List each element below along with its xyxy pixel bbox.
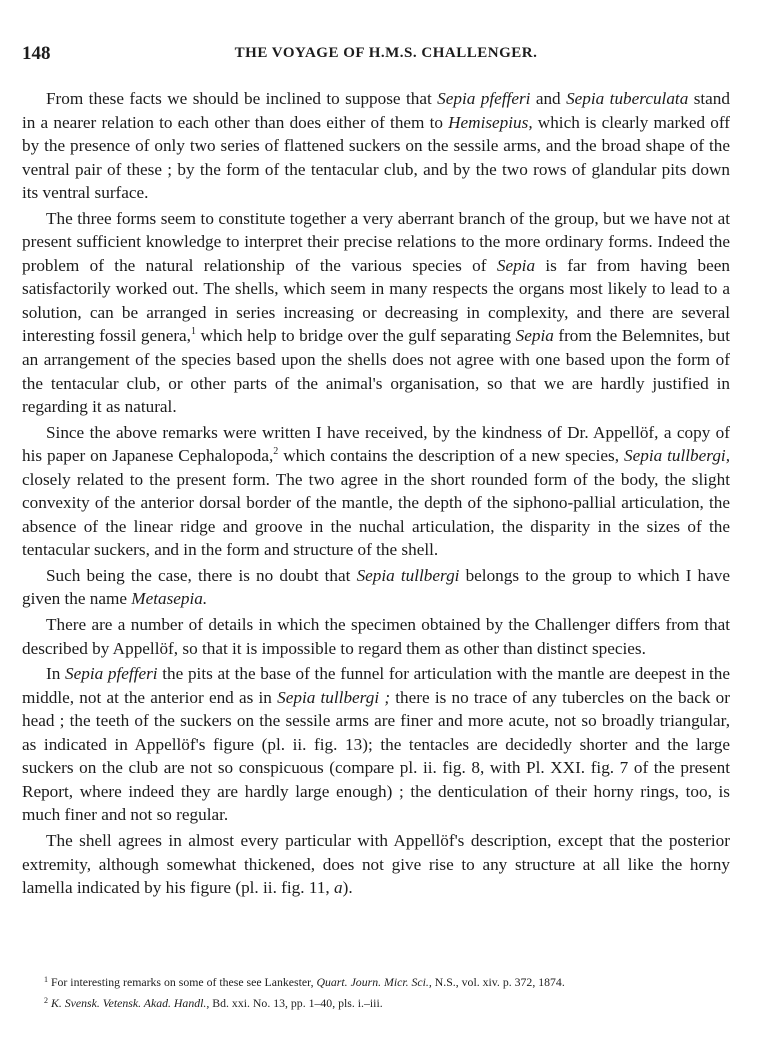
italic-text: a [334,878,343,898]
italic-text: Metasepia. [131,589,208,609]
text-run: which contains the description of a new species, [278,446,624,466]
text-run: The three forms seem to constitute together a very aberrant branch of the group, but we have not at present sufficient knowledge to interpret their precise relations to the more ordinary forms. Indeed the problem of the natural relationship of the various species of [22,208,730,275]
footnote-number: 1 [44,975,48,984]
text-run: ). [342,878,353,898]
italic-text: K. Svensk. Vetensk. Akad. Handl., [50,996,210,1010]
text-run: There are a number of details in which the specimen obtained by the Challenger differs from that described by Appellöf, so that it is impossible to regard them as other than distinct species. [22,615,730,658]
text-run: is far from having been satisfactorily worked out. The shells, which seem in many respects the organs most likely to lead to a solution, can be arranged in series increasing or decreasing in complexity, and there are several interesting fossil genera, [22,255,730,346]
footnote-ref: 2 [273,446,279,458]
paragraph [22,87,730,205]
footnote-number: 2 [44,996,48,1005]
text-run: which is clearly marked off by the presence of only two series of flattened suckers on the sessile arms, and the broad shape of the ventral pair of these ; by the form of the tentacular club, and by the two rows of glandular pits down its ventral surface. [22,112,730,203]
text-run: there is no trace of any tubercles on the back or head ; the teeth of the suckers on the sessile arms are finer and more acute, not so broadly triangular, as indicated in Appellöf's figure (pl. ii. fig. 13); the tentacles are decidedly shorter and the large suckers on the club are not so conspicuous (compare pl. ii. fig. 8, with Pl. XXI. fig. 7 of the present Report, where indeed they are hardly large enough) ; the denticulation of their horny rings, too, is much finer and not so regular. [22,687,730,825]
italic-text: Sepia [515,326,554,346]
text-run: stand in a nearer relation to each other than does either of them to [22,89,730,132]
text-run: Since the above remarks were written I have received, by the kindness of Dr. Appellöf, a copy of his paper on Japanese Cephalopoda, [22,422,730,466]
footnote [22,972,730,993]
text-run: For interesting remarks on some of these see Lankester, [48,975,317,989]
page-number: 148 [22,43,51,64]
text-run: The shell agrees in almost every particular with Appellöf's description, except that the posterior extremity, although somewhat thickened, does not give rise to any structure at all like the horny lamella indicated by his figure (pl. ii. fig. 11, [22,830,730,898]
text-run: the pits at the base of the funnel for articulation with the mantle are deepest in the middle, not at the anterior end as in [22,664,731,707]
italic-text: Quart. Journ. Micr. Sci., [316,975,432,989]
paragraph [22,564,730,611]
footnote-ref: 1 [190,326,196,338]
paragraph [22,662,730,827]
text-run: and [530,89,567,108]
text-run: from the Belemnites, but an arrangement of the species based upon the shells does not agree with one based upon the form of the tentacular club, or other parts of the animal's organisation, so that we are hardly justified in regarding it as natural. [22,326,730,417]
paragraph [22,207,730,419]
paragraph [22,829,730,900]
text-run: N.S., vol. xiv. p. 372, 1874. [431,975,565,989]
italic-text: Sepia [496,255,536,275]
text-run: which help to bridge over the gulf separating [195,326,516,346]
text-run: Such being the case, there is no doubt that [46,565,357,585]
italic-text: Sepia tullbergi [356,565,460,585]
page-header [22,43,750,67]
text-run: belongs to the group to which I have given the name [22,565,730,609]
text-run: closely related to the present form. The two agree in the short rounded form of the body, the slight convexity of the anterior dorsal border of the mantle, the depth of the siphono-pallial articulation, the absence of the linear ridge and groove in the nuchal articulation, the disparity in the sizes of the tentacular suckers, and in the form and structure of the shell. [22,469,730,560]
body-text [22,87,730,900]
footnotes [22,972,730,1014]
italic-text: Sepia tullbergi ; [277,687,391,707]
text-run: In [46,664,66,684]
italic-text: Hemisepius, [448,112,533,132]
italic-text: Sepia pfefferi [437,89,531,108]
italic-text: Sepia tuberculata [566,89,689,108]
running-title: THE VOYAGE OF H.M.S. CHALLENGER. [234,45,538,61]
footnote [22,993,730,1014]
italic-text: Sepia pfefferi [65,664,158,684]
italic-text: Sepia tullbergi, [624,446,730,466]
paragraph [22,613,730,660]
text-run: Bd. xxi. No. 13, pp. 1–40, pls. i.–iii. [209,996,383,1010]
paragraph [22,421,730,562]
text-run: From these facts we should be inclined to suppose that [46,89,438,108]
